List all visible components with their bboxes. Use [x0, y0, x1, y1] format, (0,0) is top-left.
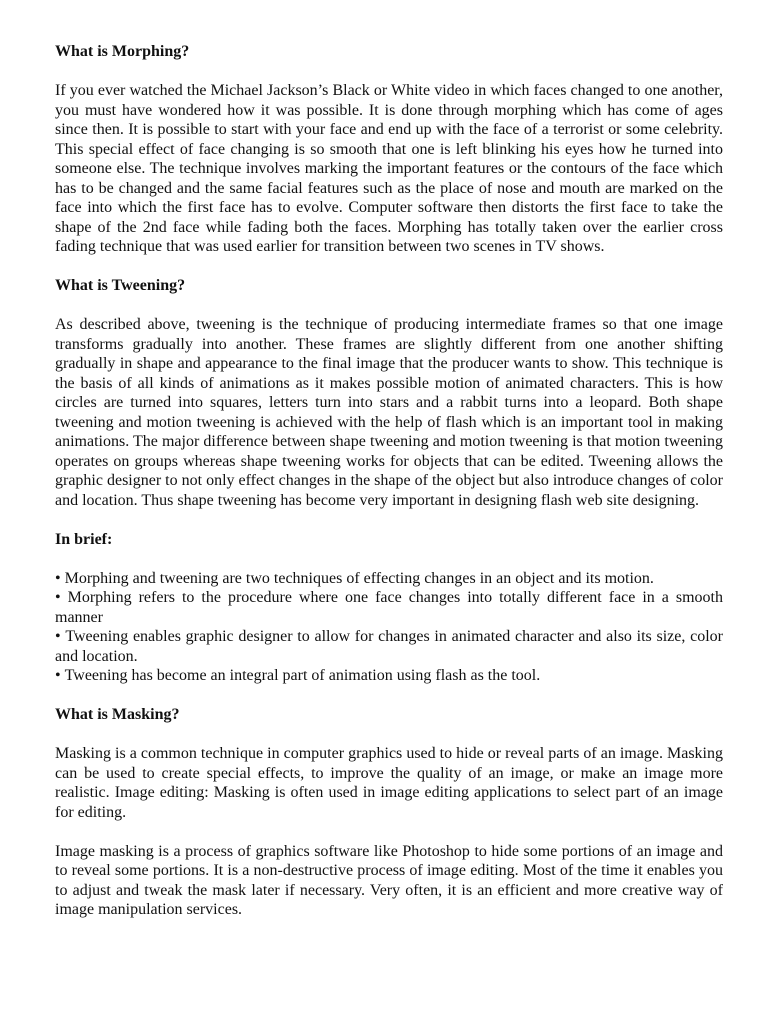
morphing-section: [55, 42, 723, 257]
brief-heading: In brief:: [55, 530, 113, 548]
tweening-section: [55, 276, 723, 510]
morphing-paragraph: If you ever watched the Michael Jackson’s Black or White video in which faces changed to one another, you must have wondered how it was possible. It is done through morphing which has come of ages since then. It is possible to start with your face and end up with the face of a terrorist or some celebrity. This special effect of face changing is so smooth that one is left blinking his eyes how he turned into someone else. The technique involves marking the important features or the contours of the face which has to be changed and the same facial features such as the place of nose and mouth are marked on the face into which the first face has to evolve. Computer software then distorts the first face to take the shape of the 2nd face while fading both the faces. Morphing has totally taken over the earlier cross fading technique that was used earlier for transition between two scenes in TV shows.: [55, 82, 723, 255]
masking-section: [55, 705, 723, 920]
bullet-item: • Morphing refers to the procedure where one face changes into totally different face in a smooth manner: [55, 588, 723, 627]
morphing-heading: What is Morphing?: [55, 43, 190, 60]
masking-heading: What is Masking?: [55, 706, 180, 723]
brief-section: [55, 530, 723, 686]
tweening-paragraph: As described above, tweening is the technique of producing intermediate frames so that one image transforms gradually into another. These frames are slightly different from one another shifting gradually in shape and appearance to the final image that the producer wants to show. This technique is the basis of all kinds of animations as it makes possible motion of animated characters. This is how circles are turned into squares, letters turn into stars and a rabbit turns into a leopard. Both shape tweening and motion tweening is achieved with the help of flash which is an important tool in making animations. The major difference between shape tweening and motion tweening is that motion tweening operates on groups whereas shape tweening works for objects that can be edited. Tweening allows the graphic designer to not only effect changes in the shape of the object but also introduce changes of color and location. Thus shape tweening has become very important in designing flash web site designing.: [55, 316, 723, 509]
bullet-item: • Tweening enables graphic designer to allow for changes in animated character and also its size, color and location.: [55, 627, 723, 666]
document-page: [55, 42, 723, 939]
bullet-item: • Tweening has become an integral part of animation using flash as the tool.: [55, 666, 723, 686]
tweening-heading: What is Tweening?: [55, 277, 186, 294]
masking-paragraph-1: Masking is a common technique in computer graphics used to hide or reveal parts of an image. Masking can be used to create special effects, to improve the quality of an image, or make an image more realistic. Image editing: Masking is often used in image editing applications to select part of an image for editing.: [55, 745, 723, 821]
masking-paragraph-2: Image masking is a process of graphics software like Photoshop to hide some portions of an image and to reveal some portions. It is a non-destructive process of image editing. Most of the time it enables you to adjust and tweak the mask later if necessary. Very often, it is an efficient and more creative way of image manipulation services.: [55, 842, 723, 918]
bullet-item: • Morphing and tweening are two techniques of effecting changes in an object and its motion.: [55, 569, 723, 589]
brief-bullet-list: [55, 569, 723, 686]
